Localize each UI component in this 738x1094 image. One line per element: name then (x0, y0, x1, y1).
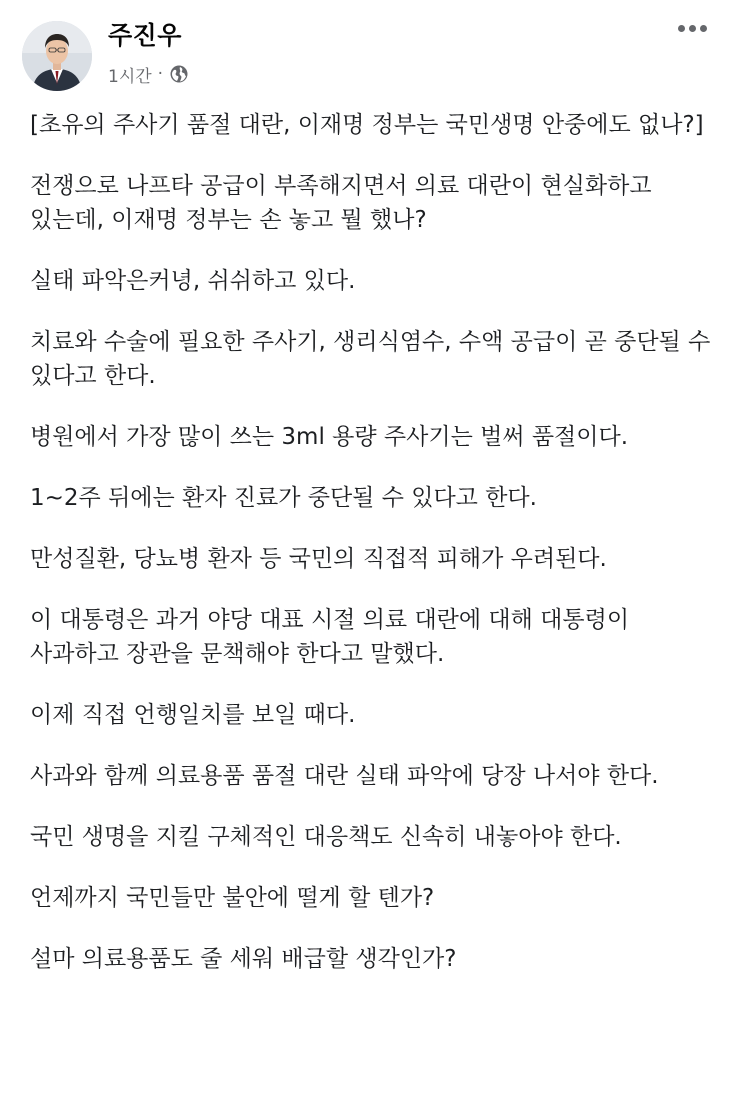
post-paragraph: 만성질환, 당뇨병 환자 등 국민의 직접적 피해가 우려된다. (30, 546, 607, 572)
post-paragraph: 설마 의료용품도 줄 세워 배급할 생각인가? (30, 946, 457, 972)
post-paragraph: 국민 생명을 지킬 구체적인 대응책도 신속히 내놓아야 한다. (30, 824, 622, 850)
post-paragraph: 사과와 함께 의료용품 품절 대란 실태 파악에 당장 나서야 한다. (30, 763, 659, 789)
post-meta (108, 62, 189, 86)
more-dot (700, 25, 707, 32)
avatar[interactable] (22, 21, 92, 91)
more-options-button[interactable] (672, 14, 712, 42)
post-time[interactable]: 1시간 (108, 66, 152, 87)
post-paragraph: 1~2주 뒤에는 환자 진료가 중단될 수 있다고 한다. (30, 485, 537, 511)
avatar-photo (22, 21, 92, 91)
post-paragraph: 병원에서 가장 많이 쓰는 3ml 용량 주사기는 벌써 품절이다. (30, 424, 629, 450)
globe-icon (169, 64, 189, 84)
post-paragraph: 언제까지 국민들만 불안에 떨게 할 텐가? (30, 885, 435, 911)
post-paragraph: 치료와 수술에 필요한 주사기, 생리식염수, 수액 공급이 곧 중단될 수 있다고 한다. (30, 329, 711, 389)
post-paragraph: 실태 파악은커녕, 쉬쉬하고 있다. (30, 268, 356, 294)
post-paragraph: 이제 직접 언행일치를 보일 때다. (30, 702, 356, 728)
post-headline: [초유의 주사기 품절 대란, 이재명 정부는 국민생명 안중에도 없나?] (30, 112, 704, 138)
more-dot (689, 25, 696, 32)
more-dots-icon (678, 25, 685, 32)
post-paragraph: 전쟁으로 나프타 공급이 부족해지면서 의료 대란이 현실화하고 있는데, 이재명 정부는 손 놓고 뭘 했나? (30, 173, 652, 233)
post-paragraph: 이 대통령은 과거 야당 대표 시절 의료 대란에 대해 대통령이 사과하고 장관을 문책해야 한다고 말했다. (30, 607, 630, 667)
author-name[interactable]: 주진우 (108, 21, 182, 50)
meta-separator: · (157, 64, 164, 84)
post-header (0, 0, 738, 100)
post-body (30, 108, 720, 1003)
